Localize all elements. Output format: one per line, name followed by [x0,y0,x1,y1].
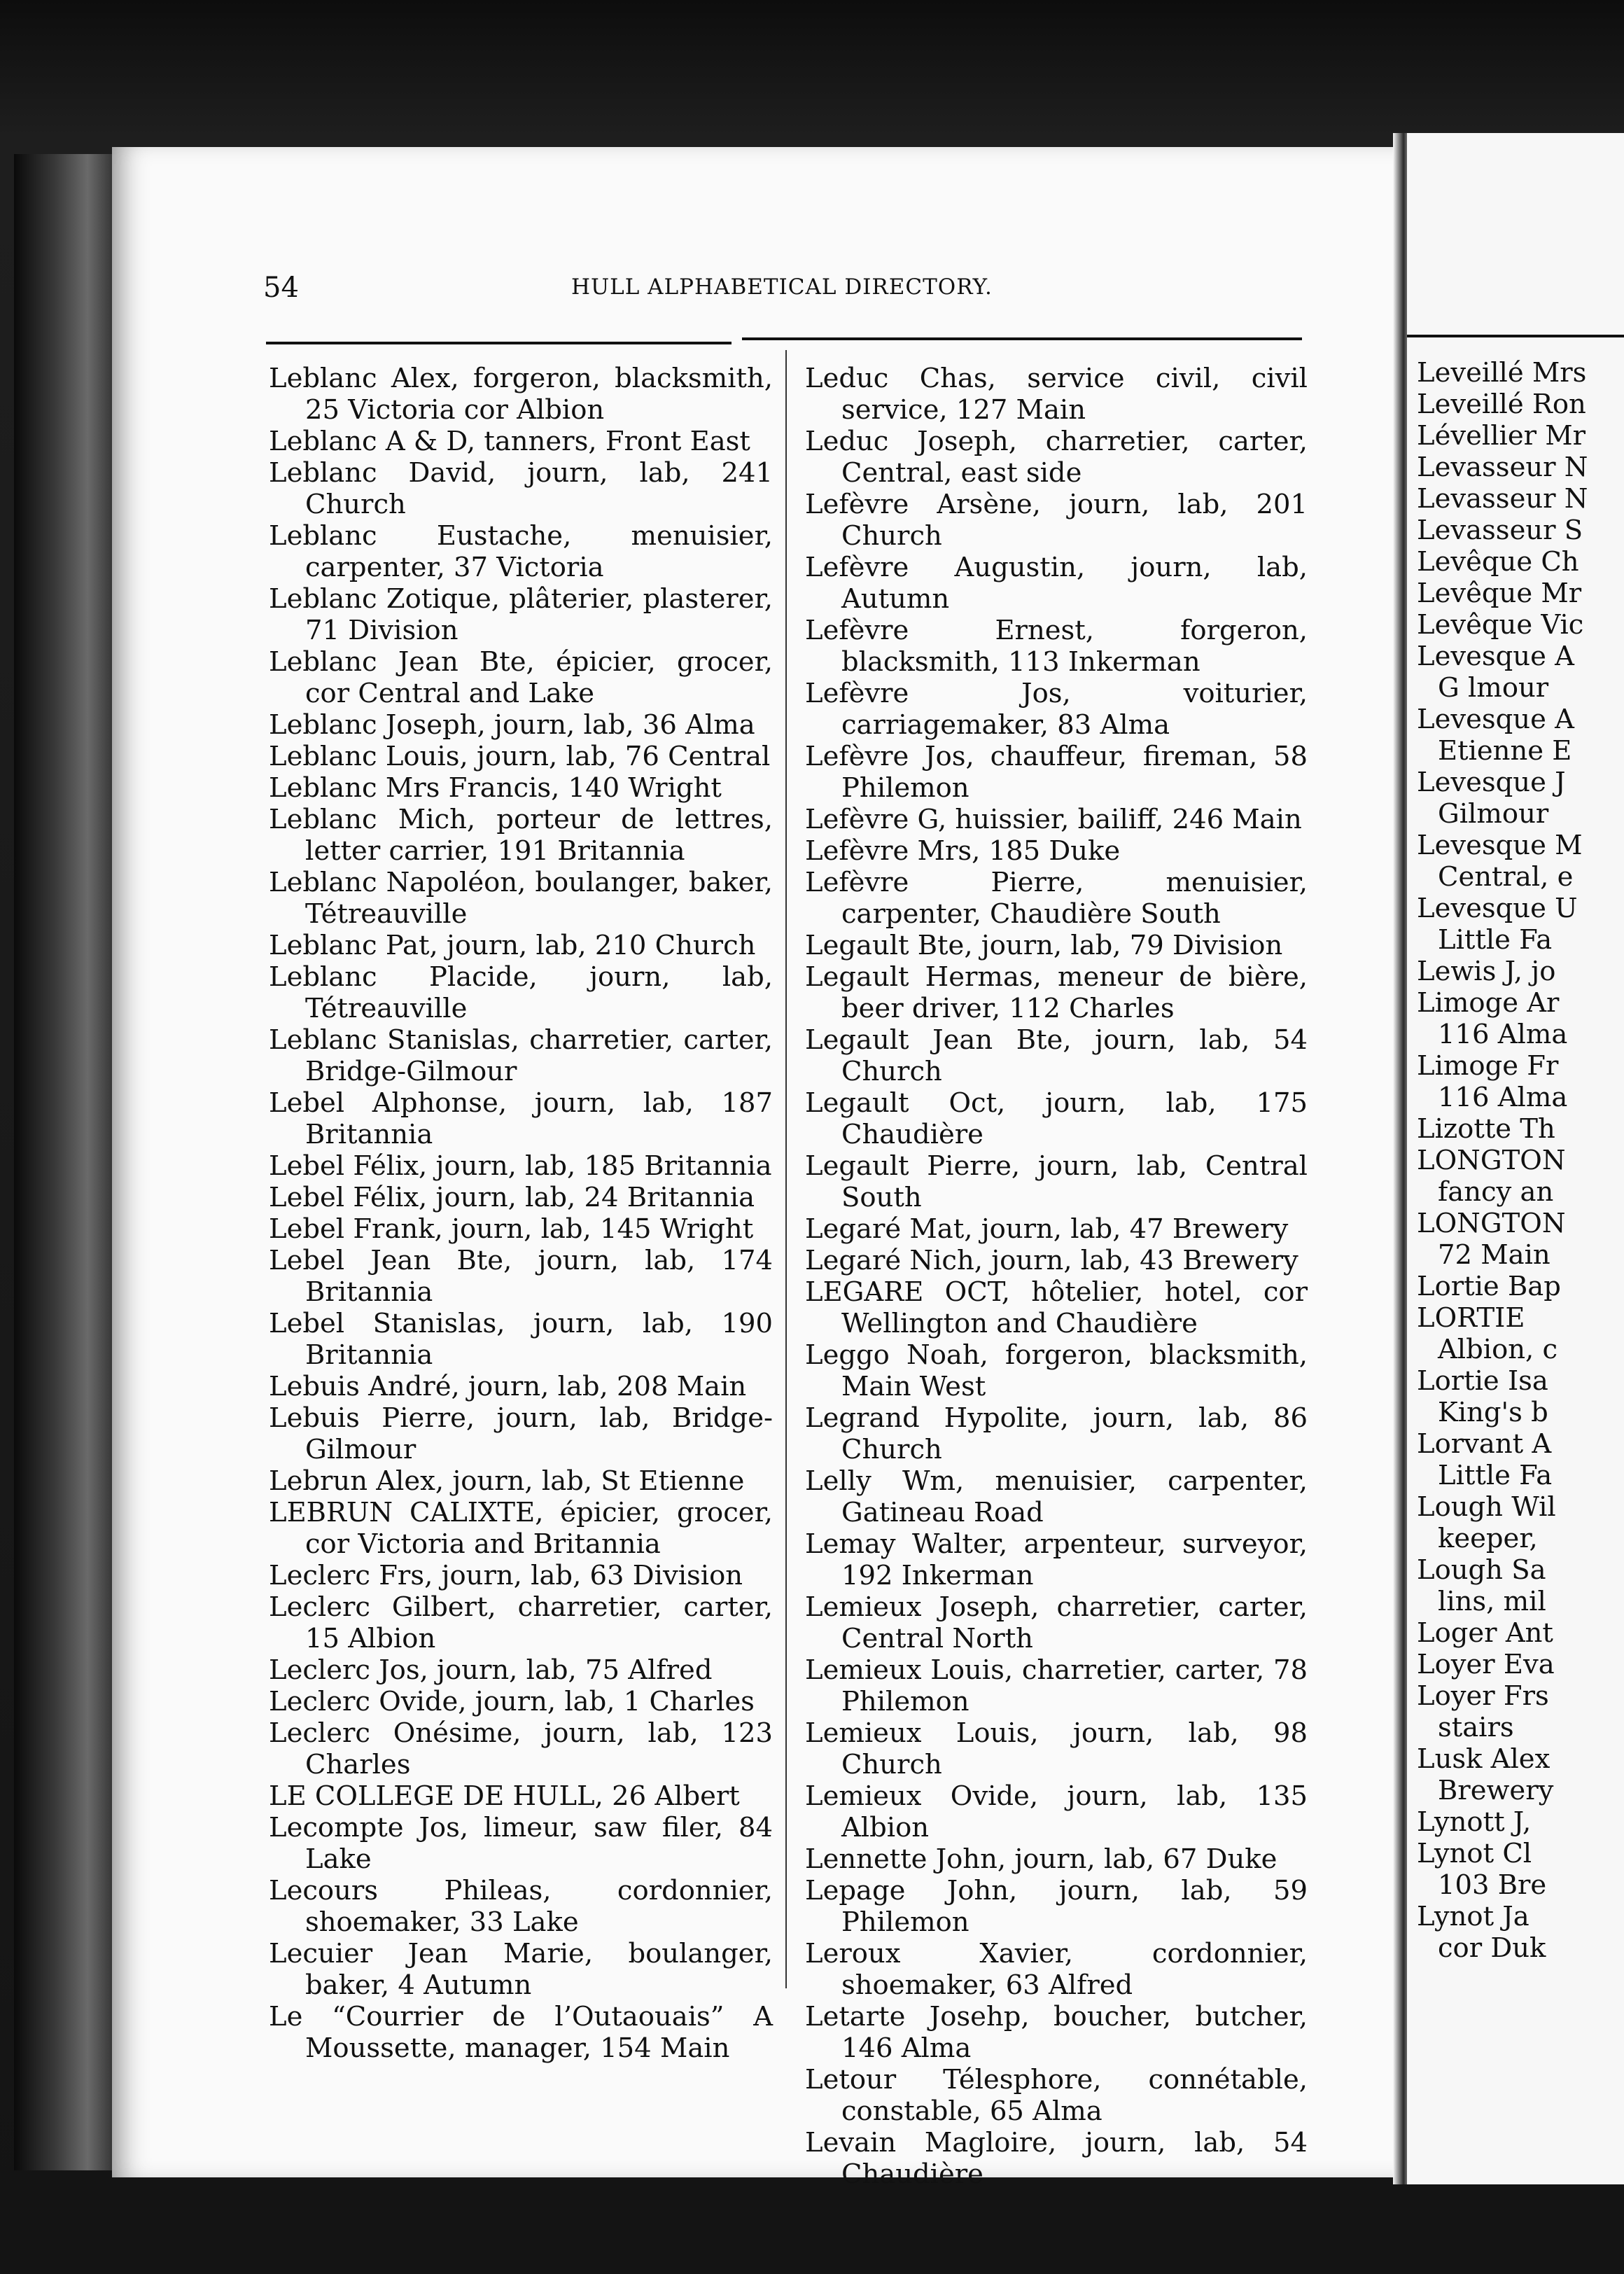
directory-entry: Leclerc Frs, journ, lab, 63 Division [269,1560,743,1591]
directory-entry: Lefèvre Ernest, forgeron, blacksmith, 113 Inkerman [805,615,1308,678]
directory-entry-fragment: Lizotte Th [1417,1113,1555,1145]
directory-entry: Legrand Hypolite, journ, lab, 86 Church [805,1402,1308,1465]
directory-entry-fragment: Levesque M [1417,830,1583,861]
directory-entry-fragment: Levesque A [1417,704,1574,735]
directory-entry-fragment: Lynott J, [1417,1806,1532,1838]
directory-entry-fragment: 103 Bre [1438,1869,1547,1901]
directory-entry-fragment: keeper, [1438,1523,1538,1554]
directory-entry: Lebuis Pierre, journ, lab, Bridge-Gilmour [269,1402,773,1465]
directory-entry: Letour Télesphore, connétable, constable, 65 Alma [805,2064,1308,2127]
directory-entry: Leduc Chas, service civil, civil service, 127 Main [805,363,1308,426]
directory-entry: Lecompte Jos, limeur, saw filer, 84 Lake [269,1812,773,1875]
directory-entry: Lecours Phileas, cordonnier, shoemaker, 33 Lake [269,1875,773,1938]
directory-entry-fragment: Lortie Isa [1417,1365,1548,1397]
running-head: HULL ALPHABETICAL DIRECTORY. [571,274,993,300]
directory-entry-fragment: Central, e [1438,861,1574,893]
directory-entry: Legault Jean Bte, journ, lab, 54 Church [805,1024,1308,1087]
directory-entry: Lefèvre Pierre, menuisier, carpenter, Chaudière South [805,867,1308,930]
directory-entry: Leblanc Joseph, journ, lab, 36 Alma [269,709,755,741]
directory-entry-fragment: Loyer Frs [1417,1680,1549,1712]
directory-entry: Lennette John, journ, lab, 67 Duke [805,1843,1278,1875]
directory-entry: LEBRUN CALIXTE, épicier, grocer, cor Victoria and Britannia [269,1497,773,1560]
directory-entry: Lemay Walter, arpenteur, surveyor, 192 Inkerman [805,1528,1308,1591]
directory-entry-fragment: Little Fa [1438,1460,1553,1491]
directory-entry: Lepage John, journ, lab, 59 Philemon [805,1875,1308,1938]
directory-entry: Lebuis André, journ, lab, 208 Main [269,1371,747,1402]
directory-entry: Legaré Mat, journ, lab, 47 Brewery [805,1213,1289,1245]
directory-entry-fragment: Lusk Alex [1417,1743,1550,1775]
directory-entry-fragment: 116 Alma [1438,1019,1568,1050]
directory-entry: Leblanc Stanislas, charretier, carter, Bridge-Gilmour [269,1024,773,1087]
directory-entry-fragment: Lynot Cl [1417,1838,1532,1869]
directory-entry-fragment: Levasseur N [1417,452,1588,483]
directory-entry: Leblanc Placide, journ, lab, Tétreauville [269,961,773,1024]
directory-entry: Legault Oct, journ, lab, 175 Chaudière [805,1087,1308,1150]
book-spine-shadow [14,154,119,2170]
directory-entry-fragment: G lmour [1438,672,1549,704]
header-rule-right [742,337,1302,340]
directory-entry: Lefèvre Arsène, journ, lab, 201 Church [805,489,1308,552]
directory-entry: Leblanc Alex, forgeron, blacksmith, 25 Victoria cor Albion [269,363,773,426]
directory-entry-fragment: Lough Sa [1417,1554,1546,1586]
directory-entry: Leggo Noah, forgeron, blacksmith, Main West [805,1339,1308,1402]
directory-column-b [805,363,1308,2190]
directory-entry: Lefèvre Jos, chauffeur, fireman, 58 Philemon [805,741,1308,804]
directory-entry-fragment: Lorvant A [1417,1428,1552,1460]
directory-entry: Leblanc Mich, porteur de lettres, letter carrier, 191 Britannia [269,804,773,867]
directory-entry-fragment: LONGTON [1417,1145,1566,1176]
directory-entry: Leblanc Napoléon, boulanger, baker, Tétreauville [269,867,773,930]
directory-entry: Leblanc David, journ, lab, 241 Church [269,457,773,520]
directory-entry: Le “Courrier de l’Outaouais” A Moussette, manager, 154 Main [269,2001,773,2064]
directory-entry-fragment: 72 Main [1438,1239,1550,1271]
directory-entry: Lebel Alphonse, journ, lab, 187 Britannia [269,1087,773,1150]
directory-entry: Leduc Joseph, charretier, carter, Central, east side [805,426,1308,489]
directory-entry: Legault Bte, journ, lab, 79 Division [805,930,1283,961]
directory-entry-fragment: Levêque Ch [1417,546,1579,578]
directory-entry-fragment: Lough Wil [1417,1491,1556,1523]
directory-entry: Lebel Jean Bte, journ, lab, 174 Britannia [269,1245,773,1308]
directory-entry-fragment: Lévellier Mr [1417,420,1586,452]
directory-entry: Levain Magloire, journ, lab, 54 Chaudière [805,2127,1308,2190]
directory-entry: Leblanc Jean Bte, épicier, grocer, cor Central and Lake [269,646,773,709]
directory-entry: Leclerc Ovide, journ, lab, 1 Charles [269,1686,755,1717]
directory-entry-fragment: Lynot Ja [1417,1901,1530,1932]
directory-entry: Legaré Nich, journ, lab, 43 Brewery [805,1245,1298,1276]
directory-entry: Lemieux Louis, charretier, carter, 78 Philemon [805,1654,1308,1717]
directory-entry: Leblanc Eustache, menuisier, carpenter, 37 Victoria [269,520,773,583]
directory-entry-fragment: 116 Alma [1438,1082,1568,1113]
directory-entry: Lefèvre Jos, voiturier, carriagemaker, 83 Alma [805,678,1308,741]
directory-entry-fragment: Loger Ant [1417,1617,1553,1649]
right-header-rule [1407,335,1624,337]
directory-entry: Leclerc Onésime, journ, lab, 123 Charles [269,1717,773,1780]
directory-entry: Legault Hermas, meneur de bière, beer driver, 112 Charles [805,961,1308,1024]
column-divider [785,350,787,1988]
directory-entry-fragment: stairs [1438,1712,1514,1743]
directory-entry-fragment: Leveillé Mrs [1417,357,1587,389]
directory-entry-fragment: Leveillé Ron [1417,389,1586,420]
directory-entry-fragment: Lewis J, jo [1417,956,1556,987]
directory-entry: Lebel Félix, journ, lab, 24 Britannia [269,1182,755,1213]
directory-entry: Lemieux Louis, journ, lab, 98 Church [805,1717,1308,1780]
right-page-fragment [1407,133,1624,2184]
directory-entry-fragment: Little Fa [1438,924,1553,956]
directory-entry: Leblanc Pat, journ, lab, 210 Church [269,930,756,961]
directory-entry: LE COLLEGE DE HULL, 26 Albert [269,1780,740,1812]
directory-entry: Lemieux Joseph, charretier, carter, Central North [805,1591,1308,1654]
directory-entry-fragment: Levesque J [1417,767,1566,798]
directory-entry-fragment: Levasseur N [1417,483,1588,515]
directory-entry: Leblanc Louis, journ, lab, 76 Central [269,741,771,772]
directory-entry: Lecuier Jean Marie, boulanger, baker, 4 Autumn [269,1938,773,2001]
directory-entry-fragment: LONGTON [1417,1208,1566,1239]
directory-entry-fragment: King's b [1438,1397,1548,1428]
directory-entry: Leblanc A & D, tanners, Front East [269,426,750,457]
directory-column-c [1417,357,1624,1964]
directory-entry-fragment: fancy an [1438,1176,1554,1208]
directory-entry-fragment: Levasseur S [1417,515,1583,546]
directory-entry-fragment: Limoge Fr [1417,1050,1559,1082]
directory-entry: Letarte Josehp, boucher, butcher, 146 Alma [805,2001,1308,2064]
directory-entry-fragment: cor Duk [1438,1932,1546,1964]
header-rule-left [266,342,732,344]
directory-entry: Leblanc Zotique, plâterier, plasterer, 71 Division [269,583,773,646]
directory-entry-fragment: Loyer Eva [1417,1649,1555,1680]
directory-entry: Lebel Stanislas, journ, lab, 190 Britannia [269,1308,773,1371]
directory-entry: Legault Pierre, journ, lab, Central South [805,1150,1308,1213]
directory-entry-fragment: Albion, c [1438,1334,1558,1365]
directory-column-a [269,363,773,2064]
directory-entry: Leblanc Mrs Francis, 140 Wright [269,772,722,804]
directory-entry-fragment: Levesque U [1417,893,1578,924]
directory-entry: Leroux Xavier, cordonnier, shoemaker, 63 Alfred [805,1938,1308,2001]
directory-entry-fragment: Limoge Ar [1417,987,1560,1019]
directory-entry: Lelly Wm, menuisier, carpenter, Gatineau Road [805,1465,1308,1528]
directory-entry-fragment: Levêque Vic [1417,609,1584,641]
page-number: 54 [263,272,299,304]
directory-entry: LEGARE OCT, hôtelier, hotel, cor Wellington and Chaudière [805,1276,1308,1339]
directory-entry-fragment: Levesque A [1417,641,1574,672]
directory-entry: Lebrun Alex, journ, lab, St Etienne [269,1465,745,1497]
directory-entry-fragment: Lortie Bap [1417,1271,1561,1302]
directory-entry: Leclerc Gilbert, charretier, carter, 15 Albion [269,1591,773,1654]
directory-entry-fragment: Levêque Mr [1417,578,1582,609]
directory-entry: Lefèvre Mrs, 185 Duke [805,835,1121,867]
directory-entry: Lebel Félix, journ, lab, 185 Britannia [269,1150,772,1182]
directory-entry: Lefèvre Augustin, journ, lab, Autumn [805,552,1308,615]
directory-entry-fragment: Etienne E [1438,735,1572,767]
directory-entry: Lefèvre G, huissier, bailiff, 246 Main [805,804,1302,835]
directory-entry-fragment: LORTIE [1417,1302,1525,1334]
directory-entry-fragment: Brewery [1438,1775,1554,1806]
directory-entry: Lemieux Ovide, journ, lab, 135 Albion [805,1780,1308,1843]
directory-entry: Leclerc Jos, journ, lab, 75 Alfred [269,1654,713,1686]
directory-entry-fragment: Gilmour [1438,798,1549,830]
directory-entry: Lebel Frank, journ, lab, 145 Wright [269,1213,754,1245]
directory-entry-fragment: lins, mil [1438,1586,1546,1617]
